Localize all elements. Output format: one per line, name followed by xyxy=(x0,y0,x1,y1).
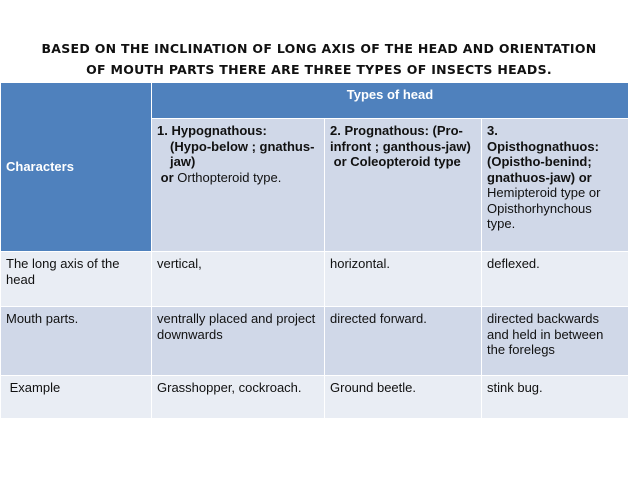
table-row xyxy=(1,376,629,419)
table-header-row xyxy=(1,83,629,119)
prognathous-name: 2. Prognathous: (Pro-infront ; ganthous-jaw) xyxy=(330,123,471,154)
cell-mouth-parts-prognathous: directed forward. xyxy=(325,307,482,376)
head-type-hypognathous xyxy=(152,119,325,252)
hypognathous-or: or xyxy=(160,169,174,185)
characters-header: Characters xyxy=(1,83,152,252)
row-label-mouth-parts: Mouth parts. xyxy=(1,307,152,376)
hypognathous-name: Hypognathous: xyxy=(171,123,267,138)
table-row xyxy=(1,307,629,376)
hypognathous-number: 1. xyxy=(157,123,168,138)
insect-head-types-table xyxy=(0,82,629,419)
slide-title xyxy=(0,38,638,80)
slide-title-line-2: OF MOUTH PARTS THERE ARE THREE TYPES OF INSECTS HEADS. xyxy=(86,62,552,77)
hypognathous-etymology: (Hypo-below ; gnathus-jaw) xyxy=(170,138,315,169)
cell-long-axis-hypognathous: vertical, xyxy=(152,252,325,307)
cell-long-axis-prognathous: horizontal. xyxy=(325,252,482,307)
row-label-long-axis: The long axis of the head xyxy=(1,252,152,307)
slide-title-line-1: BASED ON THE INCLINATION OF LONG AXIS OF THE HEAD AND ORIENTATION xyxy=(41,41,597,56)
row-label-example: Example xyxy=(1,376,152,419)
cell-example-hypognathous: Grasshopper, cockroach. xyxy=(152,376,325,419)
cell-mouth-parts-opisthognathous: directed backwards and held in between the forelegs xyxy=(482,307,629,376)
head-type-prognathous xyxy=(325,119,482,252)
cell-mouth-parts-hypognathous: ventrally placed and project downwards xyxy=(152,307,325,376)
opisthognathous-alt-name: Hemipteroid type or Opisthorhynchous type. xyxy=(487,185,601,231)
opisthognathous-number: 3. xyxy=(487,123,498,138)
prognathous-alt-name: or Coleopteroid type xyxy=(333,154,461,169)
types-of-head-header: Types of head xyxy=(152,83,629,119)
cell-example-prognathous: Ground beetle. xyxy=(325,376,482,419)
cell-long-axis-opisthognathous: deflexed. xyxy=(482,252,629,307)
opisthognathous-name: Opisthognathuos: (Opistho-benind; gnathuos-jaw) xyxy=(487,138,599,185)
head-type-opisthognathous xyxy=(482,119,629,252)
cell-example-opisthognathous: stink bug. xyxy=(482,376,629,419)
table-row xyxy=(1,252,629,307)
opisthognathous-or: or xyxy=(578,169,592,185)
hypognathous-alt-name: Orthopteroid type. xyxy=(177,169,282,185)
